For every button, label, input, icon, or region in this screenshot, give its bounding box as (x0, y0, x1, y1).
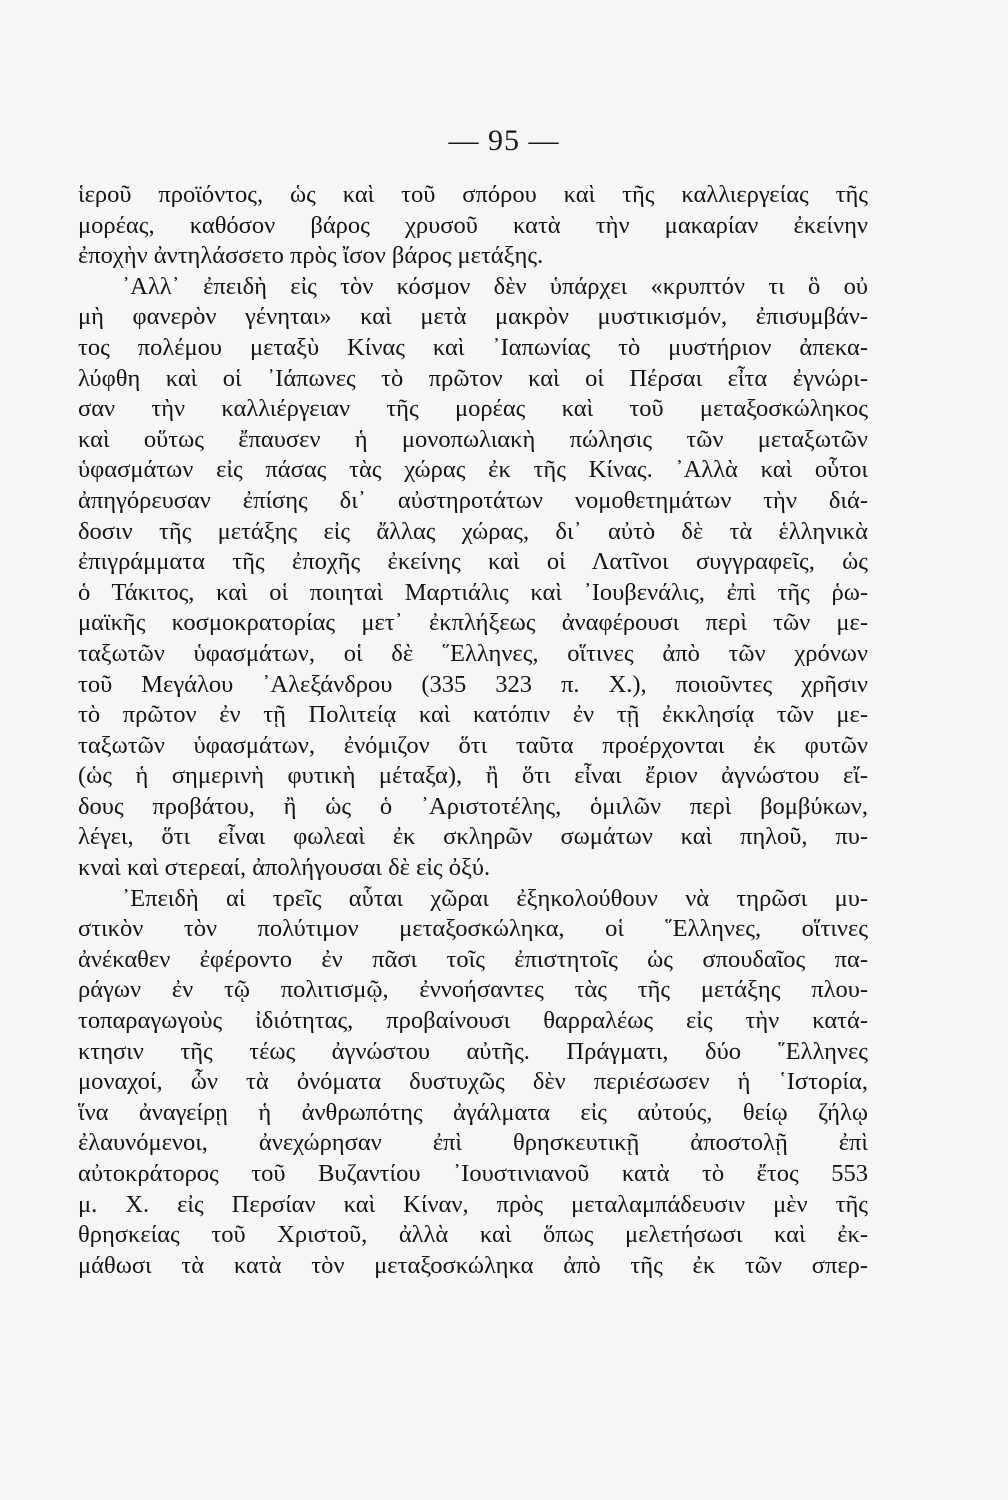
text-line: κναὶ καὶ στερεαί, ἀπολήγουσαι δὲ εἰς ὀξύ. (78, 854, 491, 882)
text-line: ἐλαυνόμενοι, ἀνεχώρησαν ἐπὶ θρησκευτικῇ ἀποστολῇ ἐπὶ (78, 1129, 868, 1157)
text-line: ἀνέκαθεν ἐφέροντο ἐν πᾶσι τοῖς ἐπιστητοῖς ὡς σπουδαῖος πα- (78, 945, 868, 973)
text-line: ἐποχὴν ἀντηλάσσετο πρὸς ἴσον βάρος μετάξης. (78, 242, 544, 270)
text-line: μ. Χ. εἰς Περσίαν καὶ Κίναν, πρὸς μεταλαμπάδευσιν μὲν τῆς (78, 1190, 868, 1218)
text-line: στικὸν τὸν πολύτιμον μεταξοσκώληκα, οἱ ῞Ελληνες, οἵτινες (78, 915, 868, 943)
text-line: θρησκείας τοῦ Χριστοῦ, ἀλλὰ καὶ ὅπως μελετήσωσι καὶ ἐκ- (78, 1221, 868, 1249)
text-line: (ὡς ἡ σημερινὴ φυτικὴ μέταξα), ἢ ὅτι εἶναι ἔριον ἀγνώστου εἴ- (78, 762, 868, 790)
text-line: ἱεροῦ προϊόντος, ὡς καὶ τοῦ σπόρου καὶ τῆς καλλιεργείας τῆς (78, 181, 868, 208)
text-line: κτησιν τῆς τέως ἀγνώστου αὐτῆς. Πράγματι, δύο ῞Ελληνες (78, 1037, 868, 1065)
text-line: καὶ οὕτως ἔπαυσεν ἡ μονοπωλιακὴ πώλησις τῶν μεταξωτῶν (78, 425, 868, 453)
text-line: σαν τὴν καλλιέργειαν τῆς μορέας καὶ τοῦ μεταξοσκώληκος (78, 395, 868, 423)
text-line: ράγων ἐν τῷ πολιτισμῷ, ἐννοήσαντες τὰς τῆς μετάξης πλου- (78, 976, 868, 1004)
text-line: μαϊκῆς κοσμοκρατορίας μετ᾿ ἐκπλήξεως ἀναφέρουσι περὶ τῶν με- (78, 609, 868, 637)
text-line: ταξωτῶν ὑφασμάτων, ἐνόμιζον ὅτι ταῦτα προέρχονται ἐκ φυτῶν (78, 731, 868, 759)
text-line: μορέας, καθόσον βάρος χρυσοῦ κατὰ τὴν μακαρίαν ἐκείνην (78, 211, 868, 239)
text-line: ἵνα ἀναγείρῃ ἡ ἀνθρωπότης ἀγάλματα εἰς αὐτούς, θείῳ ζήλῳ (78, 1098, 868, 1126)
text-line: τος πολέμου μεταξὺ Κίνας καὶ ᾿Ιαπωνίας τὸ μυστήριον ἀπεκα- (78, 333, 868, 361)
text-line: ᾿Επειδὴ αἱ τρεῖς αὗται χῶραι ἐξηκολούθουν νὰ τηρῶσι μυ- (122, 884, 868, 912)
page-number: — 95 — (448, 124, 560, 157)
text-line: τοῦ Μεγάλου ᾿Αλεξάνδρου (335 323 π. Χ.), ποιοῦντες χρῆσιν (78, 670, 868, 698)
text-line: λύφθη καὶ οἱ ᾿Ιάπωνες τὸ πρῶτον καὶ οἱ Πέρσαι εἶτα ἐγνώρι- (78, 364, 868, 392)
text-line: ὑφασμάτων εἰς πάσας τὰς χώρας ἐκ τῆς Κίνας. ᾿Αλλὰ καὶ οὗτοι (78, 456, 868, 484)
text-line: ταξωτῶν ὑφασμάτων, οἱ δὲ ῞Ελληνες, οἵτινες ἀπὸ τῶν χρόνων (78, 639, 868, 667)
text-line: μὴ φανερὸν γένηται» καὶ μετὰ μακρὸν μυστικισμόν, ἐπισυμβάν- (78, 303, 868, 331)
text-line: μοναχοί, ὧν τὰ ὀνόματα δυστυχῶς δὲν περιέσωσεν ἡ ῾Ιστορία, (78, 1068, 868, 1096)
text-line: δους προβάτου, ἢ ὡς ὁ ᾿Αριστοτέλης, ὁμιλῶν περὶ βομβύκων, (78, 792, 868, 820)
text-line: ᾿Αλλ᾿ ἐπειδὴ εἰς τὸν κόσμον δὲν ὑπάρχει «κρυπτόν τι ὃ οὐ (122, 272, 868, 300)
text-line: τοπαραγωγοὺς ἰδιότητας, προβαίνουσι θαρραλέως εἰς τὴν κατά- (78, 1007, 868, 1035)
text-line: ὁ Τάκιτος, καὶ οἱ ποιηταὶ Μαρτιάλις καὶ ᾿Ιουβενάλις, ἐπὶ τῆς ῥω- (78, 578, 868, 606)
text-line: ἐπιγράμματα τῆς ἐποχῆς ἐκείνης καὶ οἱ Λατῖνοι συγγραφεῖς, ὡς (78, 548, 868, 576)
text-line: τὸ πρῶτον ἐν τῇ Πολιτείᾳ καὶ κατόπιν ἐν τῇ ἐκκλησίᾳ τῶν με- (78, 701, 868, 729)
text-line: αὐτοκράτορος τοῦ Βυζαντίου ᾿Ιουστινιανοῦ κατὰ τὸ ἔτος 553 (78, 1160, 868, 1187)
body-text (78, 180, 868, 1281)
text-line: λέγει, ὅτι εἶναι φωλεαὶ ἐκ σκληρῶν σωμάτων καὶ πηλοῦ, πυ- (78, 823, 868, 851)
text-line: δοσιν τῆς μετάξης εἰς ἄλλας χώρας, δι᾿ αὐτὸ δὲ τὰ ἑλληνικὰ (78, 517, 868, 545)
text-line: ἀπηγόρευσαν ἐπίσης δι᾿ αὐστηροτάτων νομοθετημάτων τὴν διά- (78, 486, 868, 514)
text-line: μάθωσι τὰ κατὰ τὸν μεταξοσκώληκα ἀπὸ τῆς ἐκ τῶν σπερ- (78, 1251, 868, 1279)
